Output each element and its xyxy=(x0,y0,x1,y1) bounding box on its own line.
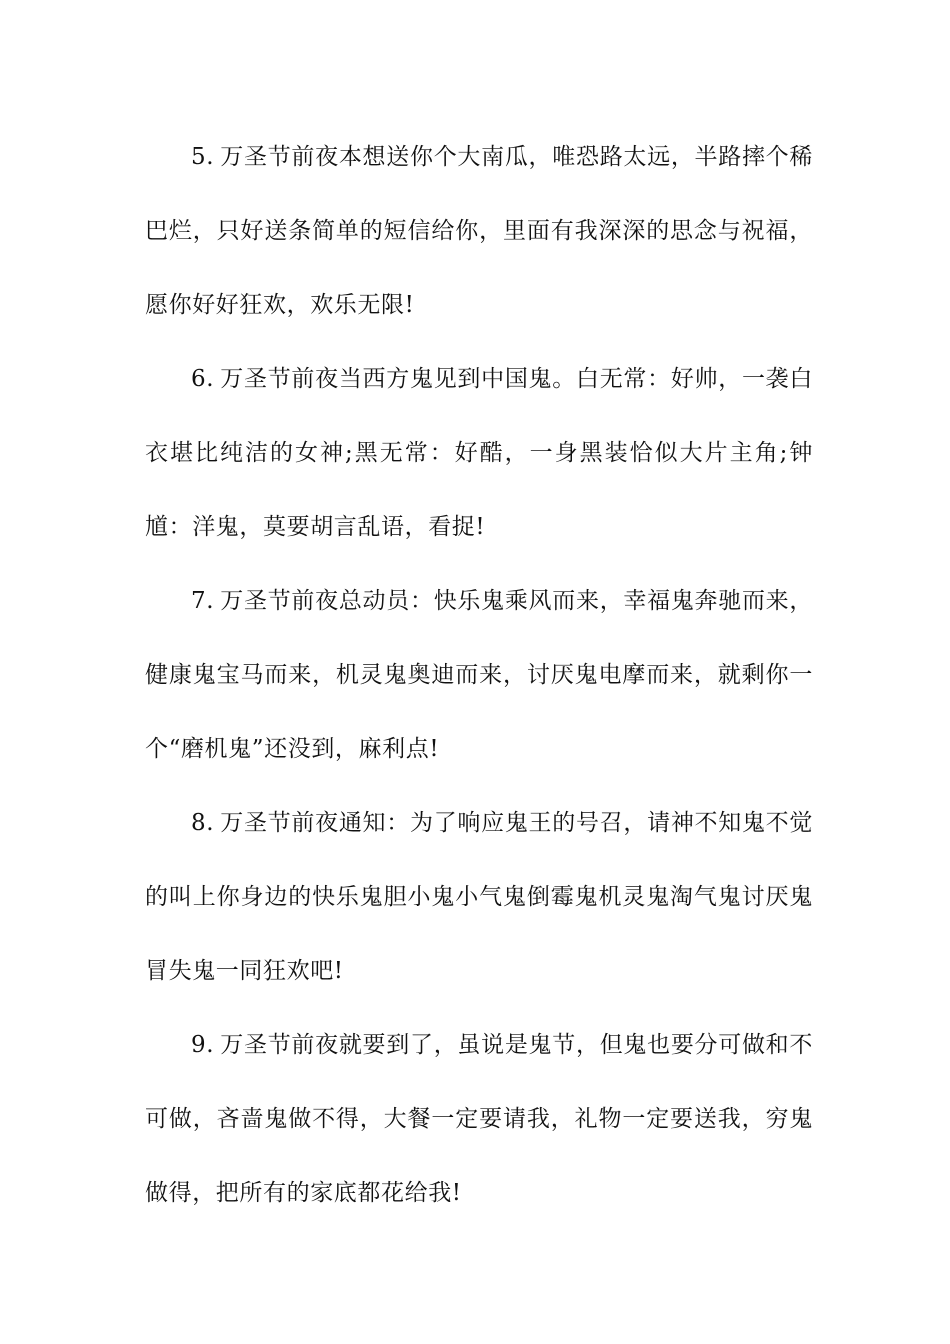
paragraph-text: 万圣节前夜总动员：快乐鬼乘风而来，幸福鬼奔驰而来，健康鬼宝马而来，机灵鬼奥迪而来，讨厌鬼电摩而来，就剩你一个“磨机鬼”还没到，麻利点! xyxy=(145,588,813,762)
paragraph-number: 5. xyxy=(191,144,215,170)
paragraph-number: 9. xyxy=(191,1032,215,1058)
paragraph-5 xyxy=(145,120,813,342)
document-body xyxy=(145,120,813,1230)
paragraph-9 xyxy=(145,1008,813,1230)
paragraph-8 xyxy=(145,786,813,1008)
paragraph-text: 万圣节前夜当西方鬼见到中国鬼。白无常：好帅，一袭白衣堪比纯洁的女神;黑无常：好酷，一身黑装恰似大片主角;钟馗：洋鬼，莫要胡言乱语，看捉! xyxy=(145,366,813,540)
paragraph-7 xyxy=(145,564,813,786)
paragraph-6 xyxy=(145,342,813,564)
paragraph-number: 7. xyxy=(191,588,215,614)
paragraph-text: 万圣节前夜本想送你个大南瓜，唯恐路太远，半路摔个稀巴烂，只好送条简单的短信给你，里面有我深深的思念与祝福，愿你好好狂欢，欢乐无限! xyxy=(145,144,813,318)
paragraph-number: 6. xyxy=(191,366,215,392)
paragraph-number: 8. xyxy=(191,810,215,836)
paragraph-text: 万圣节前夜就要到了，虽说是鬼节，但鬼也要分可做和不可做，吝啬鬼做不得，大餐一定要请我，礼物一定要送我，穷鬼做得，把所有的家底都花给我! xyxy=(145,1032,813,1206)
paragraph-text: 万圣节前夜通知：为了响应鬼王的号召，请神不知鬼不觉的叫上你身边的快乐鬼胆小鬼小气鬼倒霉鬼机灵鬼淘气鬼讨厌鬼冒失鬼一同狂欢吧! xyxy=(145,810,813,984)
